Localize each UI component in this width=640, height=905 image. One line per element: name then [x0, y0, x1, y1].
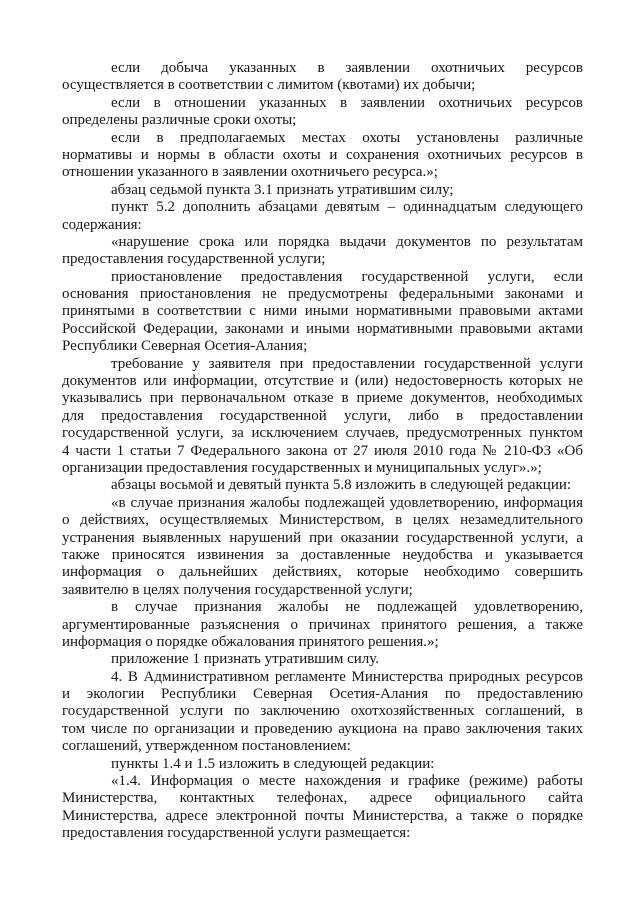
- text-line: для предоставления государственной услуги, либо в предоставлении: [62, 407, 583, 424]
- text-line: Министерства, контактных телефонах, адресе официального сайта: [62, 790, 583, 807]
- text-line: документов или информации, отсутствие и (или) недостоверность которых не: [62, 373, 583, 390]
- text-line: соглашений, утвержденном постановлением:: [62, 738, 351, 755]
- text-line: информация о дальнейших действиях, которые необходимо совершить: [62, 564, 583, 581]
- text-line: содержания:: [62, 216, 142, 233]
- text-line: пункты 1.4 и 1.5 изложить в следующей редакции:: [111, 755, 435, 772]
- text-line: заявителю в целях получения государственной услуги;: [62, 581, 413, 598]
- text-line: «нарушение срока или порядка выдачи документов по результатам: [111, 233, 583, 250]
- text-line: основания приостановления не предусмотрены федеральными законами и: [62, 286, 583, 303]
- text-line: если в предполагаемых местах охоты установлены различные: [111, 129, 583, 146]
- paragraph: [62, 651, 583, 668]
- document-body: [62, 60, 583, 843]
- text-line: аргументированные разъяснения о причинах принятого решения, а также: [62, 616, 583, 633]
- text-line: абзацы восьмой и девятый пункта 5.8 изложить в следующей редакции:: [111, 477, 572, 494]
- text-line: организации предоставления государственных и муниципальных услуг».»;: [62, 459, 542, 476]
- text-line: приостановление предоставления государственной услуги, если: [111, 268, 583, 285]
- text-line: информация о порядке обжалования принятого решения.»;: [62, 633, 439, 650]
- text-line: если в отношении указанных в заявлении охотничьих ресурсов: [111, 94, 583, 111]
- text-line: Республики Северная Осетия-Алания;: [62, 338, 308, 355]
- text-line: и экологии Республики Северная Осетия-Алания по предоставлению: [62, 686, 583, 703]
- text-line: 4. В Административном регламенте Министерства природных ресурсов: [111, 668, 583, 685]
- text-line: Российской Федерации, законами и иными нормативными правовыми актами: [62, 320, 583, 337]
- text-line: «в случае признания жалобы подлежащей удовлетворению, информация: [111, 494, 583, 511]
- text-line: Министерства, адресе электронной почты Министерства, а также о порядке: [62, 807, 583, 824]
- paragraph: [62, 60, 583, 95]
- text-line: приложение 1 признать утратившим силу.: [111, 651, 380, 668]
- text-line: нормативы и нормы в области охоты и сохранения охотничьих ресурсов в: [62, 146, 583, 163]
- paragraph: [62, 669, 583, 756]
- paragraph: [62, 773, 583, 843]
- text-line: том числе по организации и проведению аукциона на право заключения таких: [62, 720, 583, 737]
- text-line: устранения выявленных нарушений при оказании государственной услуги, а: [62, 529, 583, 546]
- paragraph: [62, 356, 583, 478]
- text-line: предоставления государственной услуги;: [62, 251, 326, 268]
- text-line: о действиях, осуществляемых Министерством, в целях незамедлительного: [62, 512, 583, 529]
- text-line: государственной услуги, за исключением случаев, предусмотренных пунктом: [62, 425, 583, 442]
- text-line: предоставления государственной услуги размещается:: [62, 825, 411, 842]
- text-line: в случае признания жалобы не подлежащей удовлетворению,: [111, 599, 583, 616]
- text-line: абзац седьмой пункта 3.1 признать утратившим силу;: [111, 181, 454, 198]
- paragraph: [62, 477, 583, 494]
- text-line: пункт 5.2 дополнить абзацами девятым – одиннадцатым следующего: [111, 199, 583, 216]
- paragraph: [62, 130, 583, 182]
- text-line: принятыми в соответствии с ними иными нормативными правовыми актами: [62, 303, 583, 320]
- text-line: определены различные сроки охоты;: [62, 112, 297, 129]
- text-line: указывались при первоначальном отказе в приеме документов, необходимых: [62, 390, 583, 407]
- text-line: 4 части 1 статьи 7 Федерального закона от 27 июля 2010 года № 210-ФЗ «Об: [62, 442, 583, 459]
- paragraph: [62, 199, 583, 234]
- paragraph: [62, 756, 583, 773]
- paragraph: [62, 599, 583, 651]
- text-line: требование у заявителя при предоставлении государственной услуги: [111, 355, 583, 372]
- paragraph: [62, 269, 583, 356]
- paragraph: [62, 495, 583, 599]
- text-line: отношении указанного в заявлении охотничьего ресурса.»;: [62, 164, 438, 181]
- paragraph: [62, 95, 583, 130]
- text-line: «1.4. Информация о месте нахождения и графике (режиме) работы: [111, 773, 583, 790]
- text-line: государственной услуги по заключению охотхозяйственных соглашений, в: [62, 703, 583, 720]
- paragraph: [62, 182, 583, 199]
- text-line: если добыча указанных в заявлении охотничьих ресурсов: [111, 60, 583, 76]
- text-line: осуществляется в соответствии с лимитом (квотами) их добычи;: [62, 77, 476, 94]
- paragraph: [62, 234, 583, 269]
- text-line: также приносятся извинения за доставленные неудобства и указывается: [62, 546, 583, 563]
